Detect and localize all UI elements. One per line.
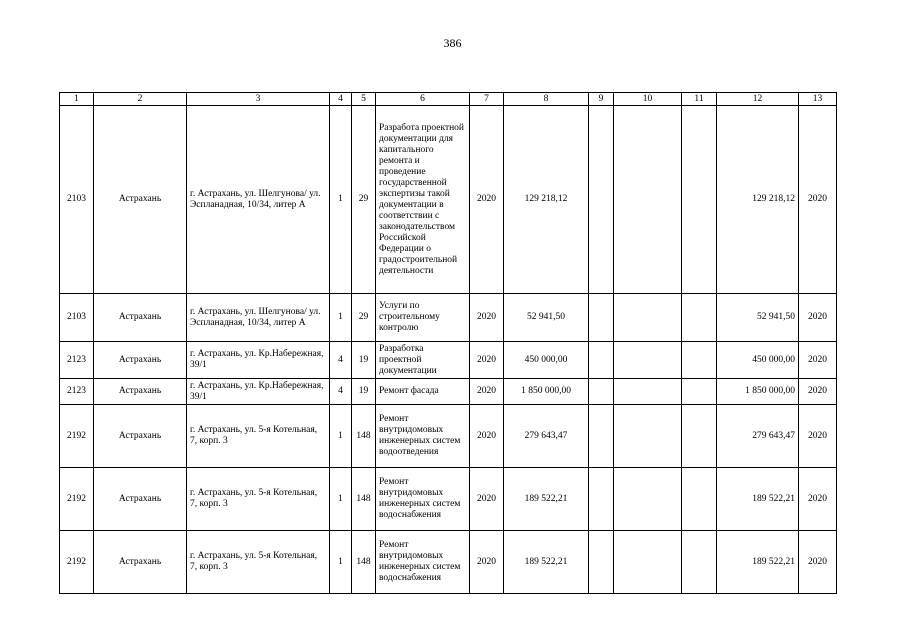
cell-entrance: 1 [330, 405, 352, 468]
column-header: 11 [682, 93, 717, 106]
cell-cost: 1 850 000,00 [717, 379, 799, 405]
cell-work-type: Ремонт внутридомовых инженерных систем водоснабжения [376, 468, 470, 531]
cell-city: Астрахань [94, 405, 187, 468]
cell-total-cost: 129 218,12 [504, 106, 589, 294]
cell-col11 [682, 106, 717, 294]
cell-entrance: 1 [330, 294, 352, 342]
cell-end-year: 2020 [799, 531, 837, 594]
cell-col11 [682, 294, 717, 342]
cell-end-year: 2020 [799, 405, 837, 468]
column-header: 1 [60, 93, 94, 106]
cell-number: 2103 [60, 106, 94, 294]
cell-number: 2123 [60, 342, 94, 379]
cell-year: 2020 [470, 405, 504, 468]
cell-city: Астрахань [94, 468, 187, 531]
cell-col11 [682, 342, 717, 379]
cell-end-year: 2020 [799, 294, 837, 342]
table-row [60, 379, 837, 405]
cell-work-type: Услуги по строительному контролю [376, 294, 470, 342]
cell-address: г. Астрахань, ул. Кр.Набережная, 39/1 [187, 342, 330, 379]
page-number: 386 [443, 36, 462, 50]
cell-col10 [614, 405, 682, 468]
cell-year: 2020 [470, 294, 504, 342]
column-header: 9 [589, 93, 614, 106]
cell-address: г. Астрахань, ул. Кр.Набережная, 39/1 [187, 379, 330, 405]
cell-work-type: Разработа проектной документации для капитального ремонта и проведение государственной экспертизы такой документации в соответствии с законодательством Российской Федерации о градостроительной деятельности [376, 106, 470, 294]
cell-total-cost: 52 941,50 [504, 294, 589, 342]
cell-number: 2192 [60, 531, 94, 594]
capital-repair-table [59, 92, 837, 594]
cell-end-year: 2020 [799, 379, 837, 405]
cell-entrance: 4 [330, 379, 352, 405]
cell-cost: 189 522,21 [717, 468, 799, 531]
cell-entrance: 1 [330, 106, 352, 294]
cell-col10 [614, 379, 682, 405]
cell-address: г. Астрахань, ул. 5-я Котельная, 7, корп. 3 [187, 531, 330, 594]
table-row [60, 531, 837, 594]
cell-col9 [589, 294, 614, 342]
column-header: 12 [717, 93, 799, 106]
cell-apartments: 19 [352, 379, 376, 405]
cell-col10 [614, 468, 682, 531]
column-header: 6 [376, 93, 470, 106]
cell-number: 2123 [60, 379, 94, 405]
cell-col9 [589, 405, 614, 468]
cell-total-cost: 450 000,00 [504, 342, 589, 379]
cell-col11 [682, 468, 717, 531]
cell-total-cost: 189 522,21 [504, 531, 589, 594]
cell-city: Астрахань [94, 342, 187, 379]
cell-col9 [589, 468, 614, 531]
table-row [60, 342, 837, 379]
cell-year: 2020 [470, 106, 504, 294]
column-header: 3 [187, 93, 330, 106]
cell-end-year: 2020 [799, 106, 837, 294]
cell-number: 2192 [60, 468, 94, 531]
cell-apartments: 19 [352, 342, 376, 379]
cell-work-type: Ремонт фасада [376, 379, 470, 405]
cell-apartments: 148 [352, 468, 376, 531]
cell-address: г. Астрахань, ул. Шелгунова/ ул. Эспланадная, 10/34, литер А [187, 294, 330, 342]
cell-year: 2020 [470, 531, 504, 594]
cell-city: Астрахань [94, 106, 187, 294]
cell-work-type: Ремонт внутридомовых инженерных систем водоснабжения [376, 531, 470, 594]
cell-col9 [589, 379, 614, 405]
cell-col9 [589, 531, 614, 594]
table-row [60, 294, 837, 342]
cell-address: г. Астрахань, ул. 5-я Котельная, 7, корп. 3 [187, 468, 330, 531]
cell-cost: 129 218,12 [717, 106, 799, 294]
cell-apartments: 148 [352, 531, 376, 594]
cell-year: 2020 [470, 468, 504, 531]
cell-col10 [614, 294, 682, 342]
cell-col11 [682, 379, 717, 405]
cell-total-cost: 1 850 000,00 [504, 379, 589, 405]
cell-entrance: 1 [330, 468, 352, 531]
header-row [60, 93, 837, 106]
cell-total-cost: 279 643,47 [504, 405, 589, 468]
cell-cost: 279 643,47 [717, 405, 799, 468]
cell-col10 [614, 531, 682, 594]
cell-number: 2192 [60, 405, 94, 468]
cell-work-type: Ремонт внутридомовых инженерных систем водоотведения [376, 405, 470, 468]
column-header: 8 [504, 93, 589, 106]
cell-col10 [614, 106, 682, 294]
cell-year: 2020 [470, 342, 504, 379]
cell-apartments: 29 [352, 294, 376, 342]
cell-end-year: 2020 [799, 468, 837, 531]
cell-number: 2103 [60, 294, 94, 342]
cell-col9 [589, 106, 614, 294]
cell-col9 [589, 342, 614, 379]
cell-city: Астрахань [94, 379, 187, 405]
cell-apartments: 29 [352, 106, 376, 294]
cell-col11 [682, 405, 717, 468]
column-header: 4 [330, 93, 352, 106]
cell-cost: 450 000,00 [717, 342, 799, 379]
column-header: 5 [352, 93, 376, 106]
cell-city: Астрахань [94, 531, 187, 594]
cell-total-cost: 189 522,21 [504, 468, 589, 531]
cell-apartments: 148 [352, 405, 376, 468]
table-row [60, 468, 837, 531]
cell-city: Астрахань [94, 294, 187, 342]
column-header: 7 [470, 93, 504, 106]
cell-entrance: 4 [330, 342, 352, 379]
cell-address: г. Астрахань, ул. Шелгунова/ ул. Эспланадная, 10/34, литер А [187, 106, 330, 294]
cell-work-type: Разработка проектной документации [376, 342, 470, 379]
table-row [60, 405, 837, 468]
cell-cost: 52 941,50 [717, 294, 799, 342]
cell-col10 [614, 342, 682, 379]
column-header: 10 [614, 93, 682, 106]
cell-end-year: 2020 [799, 342, 837, 379]
cell-entrance: 1 [330, 531, 352, 594]
cell-year: 2020 [470, 379, 504, 405]
column-header: 13 [799, 93, 837, 106]
cell-col11 [682, 531, 717, 594]
table-row [60, 106, 837, 294]
cell-cost: 189 522,21 [717, 531, 799, 594]
cell-address: г. Астрахань, ул. 5-я Котельная, 7, корп. 3 [187, 405, 330, 468]
column-header: 2 [94, 93, 187, 106]
